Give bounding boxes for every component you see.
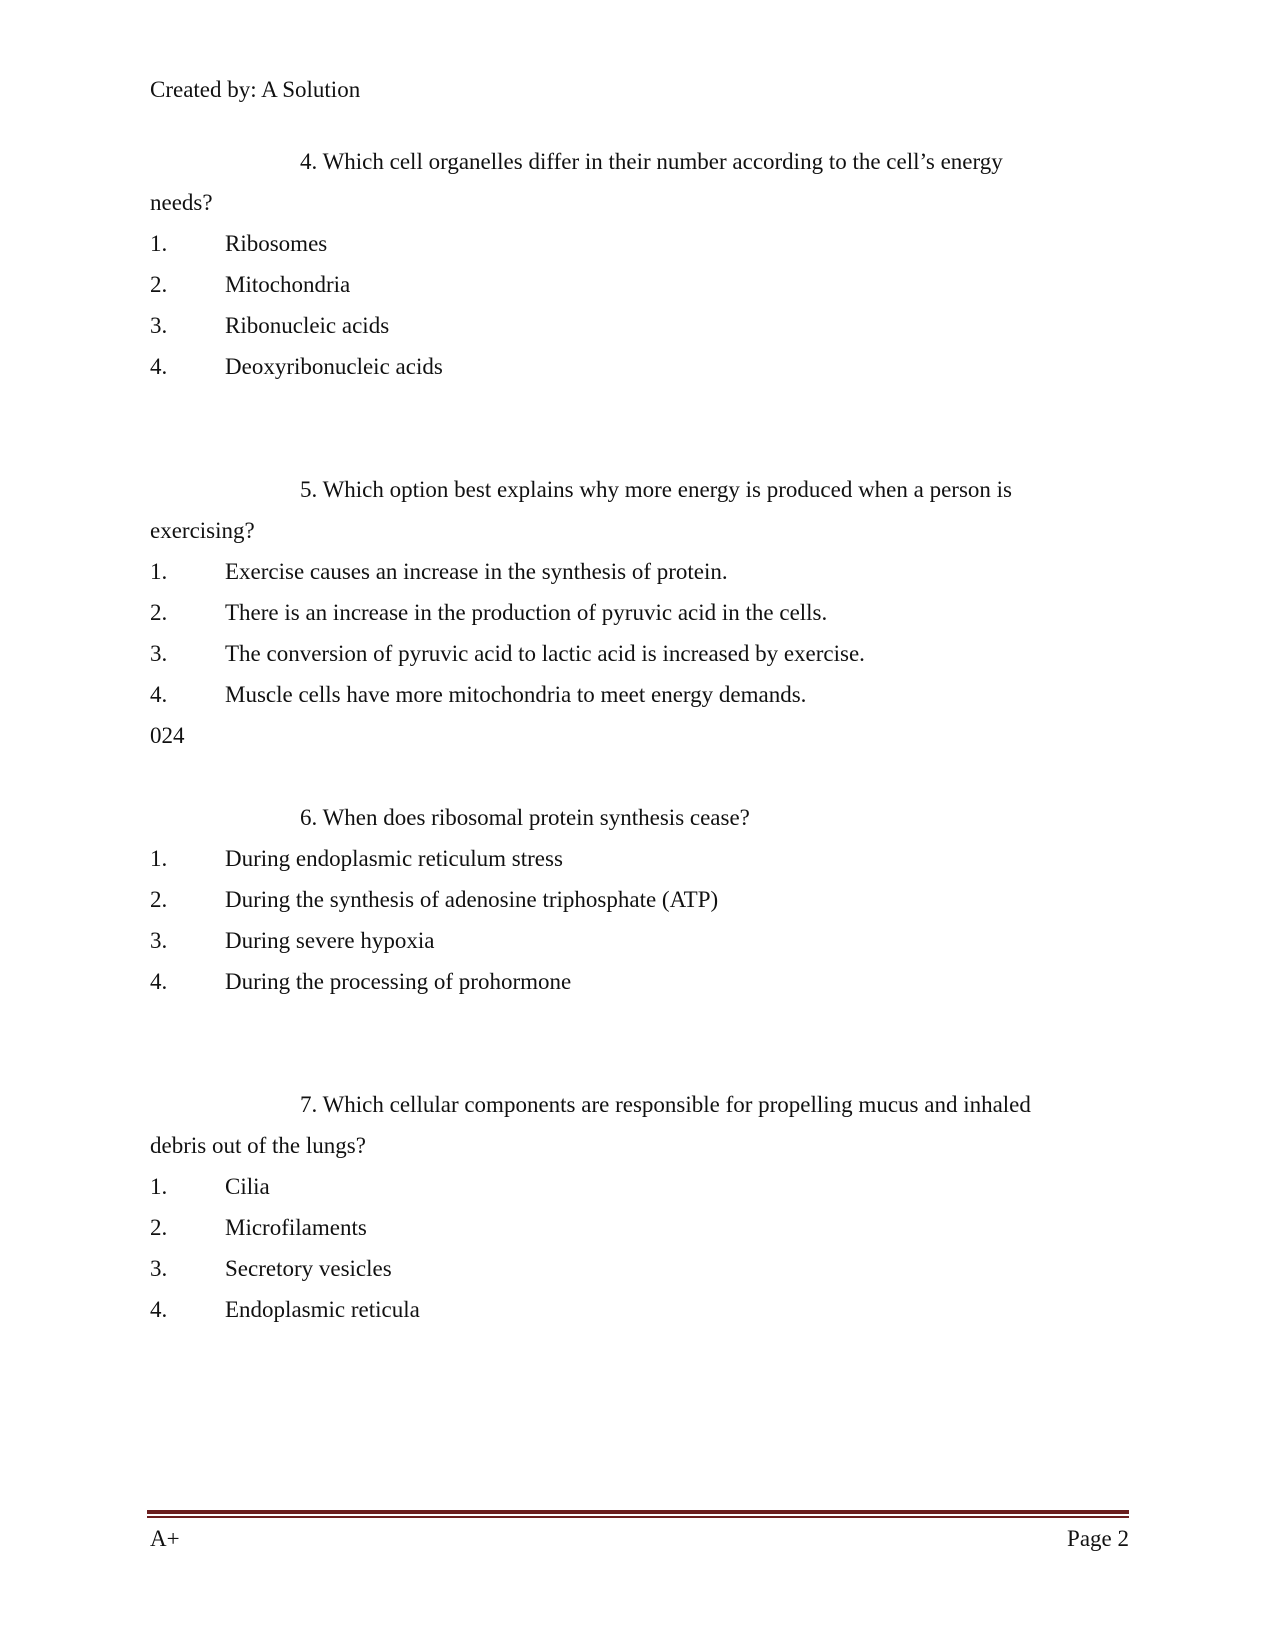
q4-option-2-text: Mitochondria: [225, 272, 351, 297]
footer-left-text: A+: [150, 1526, 180, 1551]
question-5-stem: 5. Which option best explains why more energy is produced when a person is: [300, 477, 1013, 502]
q6-option-3-num: 3.: [150, 928, 168, 953]
q5-option-3-num: 3.: [150, 641, 168, 666]
page-number: Page 2: [1067, 1526, 1129, 1551]
q4-option-1-text: Ribosomes: [225, 231, 328, 256]
q4-option-1-num: 1.: [150, 231, 168, 256]
q6-option-1-text: During endoplasmic reticulum stress: [225, 846, 563, 871]
q7-option-3-num: 3.: [150, 1256, 168, 1281]
q5-option-1-num: 1.: [150, 559, 168, 584]
question-4-stem-cont: needs?: [150, 190, 213, 215]
q5-option-2-text: There is an increase in the production of pyruvic acid in the cells.: [225, 600, 828, 625]
q4-option-4-num: 4.: [150, 354, 168, 379]
q7-option-2-num: 2.: [150, 1215, 168, 1240]
question-7-stem-cont: debris out of the lungs?: [150, 1133, 366, 1158]
question-4-stem: 4. Which cell organelles differ in their number according to the cell’s energy: [300, 149, 1003, 174]
q4-option-3-num: 3.: [150, 313, 168, 338]
q6-option-1-num: 1.: [150, 846, 168, 871]
q5-option-4-text: Muscle cells have more mitochondria to meet energy demands.: [225, 682, 807, 707]
question-6-stem: 6. When does ribosomal protein synthesis cease?: [300, 805, 750, 830]
question-5-stem-cont: exercising?: [150, 518, 255, 543]
q4-option-2-num: 2.: [150, 272, 168, 297]
q4-option-3-text: Ribonucleic acids: [225, 313, 390, 338]
q4-option-4-text: Deoxyribonucleic acids: [225, 354, 443, 379]
question-7-stem: 7. Which cellular components are responsible for propelling mucus and inhaled: [300, 1092, 1031, 1117]
q7-option-2-text: Microfilaments: [225, 1215, 367, 1240]
q5-option-1-text: Exercise causes an increase in the synthesis of protein.: [225, 559, 728, 584]
q6-option-2-text: During the synthesis of adenosine triphosphate (ATP): [225, 887, 719, 912]
q6-option-4-num: 4.: [150, 969, 168, 994]
footer-divider-thick: [147, 1510, 1129, 1514]
header-created-by: Created by: A Solution: [150, 77, 361, 102]
q6-option-2-num: 2.: [150, 887, 168, 912]
q5-option-4-num: 4.: [150, 682, 168, 707]
q5-note: 024: [150, 723, 185, 748]
q7-option-3-text: Secretory vesicles: [225, 1256, 392, 1281]
q7-option-1-text: Cilia: [225, 1174, 270, 1199]
q6-option-4-text: During the processing of prohormone: [225, 969, 572, 994]
footer-divider-thin: [147, 1516, 1129, 1518]
q7-option-4-text: Endoplasmic reticula: [225, 1297, 420, 1322]
q7-option-4-num: 4.: [150, 1297, 168, 1322]
q5-option-2-num: 2.: [150, 600, 168, 625]
q7-option-1-num: 1.: [150, 1174, 168, 1199]
footer-divider: [147, 1510, 1129, 1520]
q5-option-3-text: The conversion of pyruvic acid to lactic acid is increased by exercise.: [225, 641, 865, 666]
q6-option-3-text: During severe hypoxia: [225, 928, 435, 953]
